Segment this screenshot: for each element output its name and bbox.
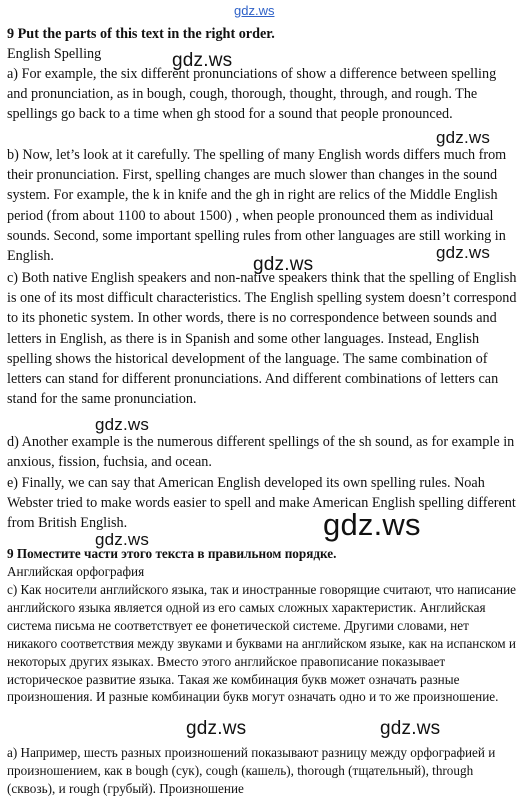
- paragraph-a-en: a) For example, the six different pronunciations of show a difference between spelling and pronunciation, as in bough, cough, thorough, thought, through, and rough. The spellings go back to a time when gh stood for a sound that people pronounced.: [7, 66, 497, 123]
- task-title-ru: 9 Поместите части этого текста в правильном порядке.: [7, 546, 337, 561]
- watermark: gdz.ws: [95, 530, 150, 549]
- watermark: gdz.ws: [95, 415, 150, 434]
- site-link[interactable]: gdz.ws: [234, 3, 275, 18]
- paragraph-c-ru: c) Как носители английского языка, так и иностранные говорящие считают, что написание английского языка является одной из его самых сложных характеристик. Английская система письма не соответствует ее фонетической системе. Другими словами, нет никакого соответствия между звуками и буквами на английском языке, как на испанском и некоторых других языках. Вместо этого английское правописание показывает историческое развитие языка. Такая же комбинация букв может означать разные произношения. И разные комбинации букв могут означать одно и то же произношение.: [7, 582, 516, 705]
- watermark: gdz.ws: [186, 718, 247, 739]
- paragraph-d-en: d) Another example is the numerous different spellings of the sh sound, as for example in anxious, fission, fuchsia, and ocean.: [7, 434, 515, 471]
- watermark: gdz.ws: [323, 507, 421, 542]
- watermark: gdz.ws: [436, 243, 491, 262]
- subtitle-en: English Spelling: [7, 46, 102, 62]
- paragraph-c-en: c) Both native English speakers and non-native speakers think that the spelling of English is one of its most difficult characteristics. The English spelling system doesn’t correspond to its phonetic system. In other words, there is no correspondence between sounds and letters in English, as there is in Spanish and some other languages. Instead, English spelling shows the historical development of the language. The same combination of letters can stand for different pronunciations. And different combinations of letters can stand for the same pronunciation.: [7, 270, 517, 408]
- task-title-en: 9 Put the parts of this text in the right order.: [7, 26, 275, 42]
- watermark: gdz.ws: [253, 254, 314, 275]
- subtitle-ru: Английская орфография: [7, 564, 145, 579]
- watermark: gdz.ws: [436, 128, 491, 147]
- paragraph-b-en: b) Now, let’s look at it carefully. The spelling of many English words differs much from their pronunciation. First, spelling changes are much slower than changes in the sound system. For example, the k in knife and the gh in right are relics of the Middle English period (from about 1100 to about 1500) , when people pronounced them as individual sounds. Second, some important spelling rules from other languages are still working in English.: [7, 147, 507, 265]
- paragraph-a-ru: a) Например, шесть разных произношений показывают разницу между орфографией и произношением, как в bough (сук), cough (кашель), thorough (тщательный), through (сквозь), и rough (грубый). Произношение: [7, 745, 496, 796]
- watermark: gdz.ws: [380, 718, 441, 739]
- watermark: gdz.ws: [172, 50, 233, 71]
- paragraph-e-en: e) Finally, we can say that American English developed its own spelling rules. Noah Webster tried to make words easier to spell and make American English spelling different from British English.: [7, 475, 516, 532]
